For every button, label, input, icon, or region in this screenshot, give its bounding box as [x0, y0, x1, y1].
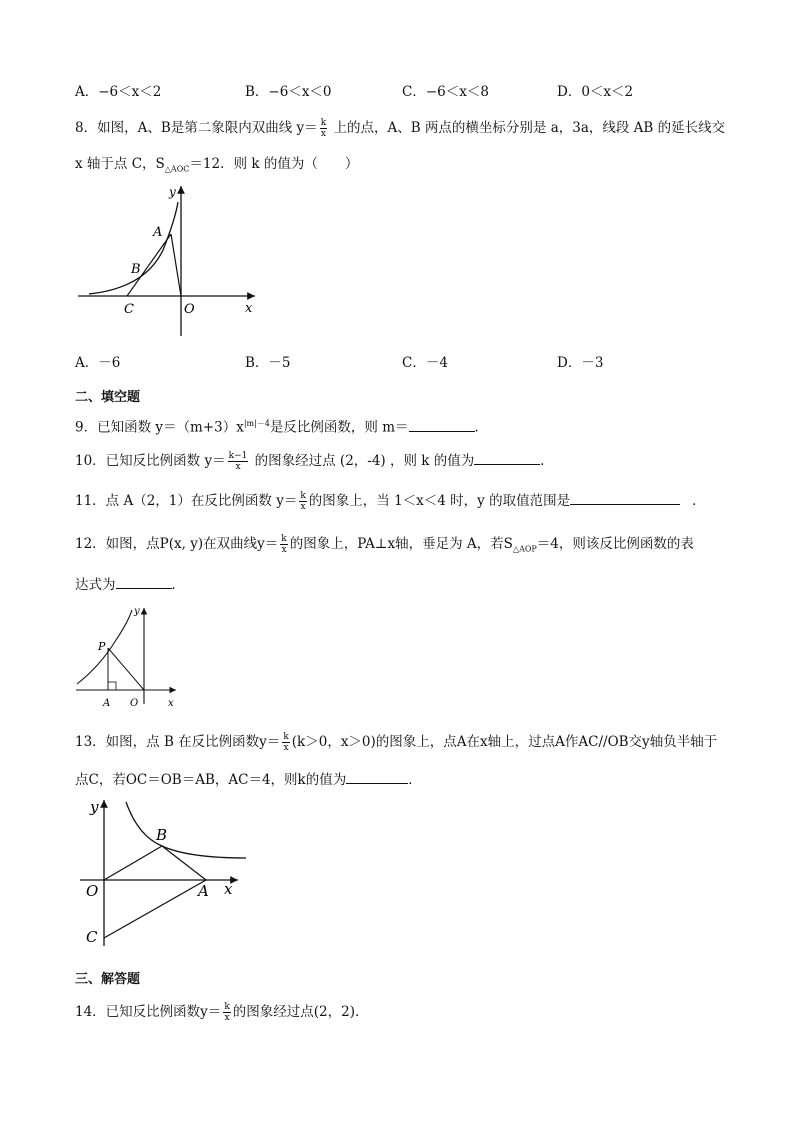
q12-figure [72, 604, 182, 710]
q10-frac-num: k−1 [228, 451, 248, 461]
q12-label-y: y [134, 606, 140, 617]
q8-option-d: D．－3 [557, 355, 604, 371]
q9-post: 是反比例函数，则 m＝ [269, 419, 409, 436]
q12-segment-PO [108, 648, 144, 690]
q8-hyperbola [89, 202, 178, 294]
q13-post: (k＞0，x＞0)的图象上，点A在x轴上，过点A作AC//OB交y轴负半轴于 [291, 734, 718, 750]
q12-answer-blank[interactable] [116, 574, 172, 589]
q12-stem-line2 [75, 574, 185, 595]
q12-frac-num: k [281, 534, 287, 544]
q8-option-c: C．－4 [402, 355, 448, 371]
q8-label-B: B [131, 262, 141, 277]
q13-frac-num: k [283, 732, 289, 742]
q11-frac-num: k [300, 491, 306, 501]
q8-segment-AO [171, 234, 181, 296]
q8-line2-post: ＝12．则 k 的值为（ ） [189, 156, 359, 172]
q8-line2-sub: △AOC [164, 164, 190, 174]
q12-label-x: x [168, 698, 174, 709]
q8-frac-num: k [320, 118, 327, 128]
q9-answer-blank[interactable] [409, 417, 475, 432]
q13-fraction [282, 732, 289, 753]
q7-option-d: D．0＜x＜2 [557, 84, 634, 100]
q13-label-C: C [86, 928, 98, 946]
q13-end: ． [408, 772, 422, 788]
q8-line2-pre: x 轴于点 C，S [75, 156, 165, 172]
q12-label-O: O [130, 698, 139, 709]
section-solution-title: 三、解答题 [75, 972, 141, 987]
q7-option-b: B．−6＜x＜0 [245, 84, 332, 100]
q7-option-a: A．−6＜x＜2 [75, 84, 162, 100]
q8-label-x: x [245, 301, 253, 316]
q12-mid: 的图象上，PA⊥x轴，垂足为 A，若S [289, 536, 513, 552]
q13-label-y: y [90, 798, 99, 816]
q9-pre: 9．已知函数 y＝（m+3）x [75, 419, 244, 436]
q13-label-O: O [86, 882, 99, 900]
q8-label-y: y [169, 185, 176, 199]
q8-stem-post: 上的点，A、B 两点的横坐标分别是 a，3a，线段 AB 的延长线交 [329, 120, 726, 136]
q12-line2: 达式为 [75, 577, 116, 593]
q14-frac-num: k [224, 1002, 230, 1012]
q13-stem-line2 [75, 769, 422, 790]
q12-label-A: A [103, 698, 111, 709]
q10-answer-blank[interactable] [474, 450, 540, 465]
q12-end: ． [171, 577, 185, 593]
q8-frac-den: x [320, 129, 326, 139]
q14-pre: 14．已知反比例函数y＝ [75, 1004, 222, 1020]
q11-pre: 11．点 A（2，1）在反比例函数 y＝ [75, 493, 298, 509]
q13-answer-blank[interactable] [346, 769, 408, 784]
q12-stem-line1 [75, 534, 694, 560]
q10-post: 的图象经过点 (2，-4) ，则 k 的值为 [250, 453, 475, 469]
q9-stem [75, 414, 488, 438]
q10-pre: 10．已知反比例函数 y＝ [75, 453, 226, 469]
q13-pre: 13．如图，点 B 在反比例函数y＝ [75, 734, 281, 750]
q7-option-c: C．−6＜x＜8 [402, 84, 489, 100]
q11-frac-den: x [300, 502, 306, 512]
q12-pre: 12．如图，点P(x, y)在双曲线y＝ [75, 536, 279, 552]
q11-stem [75, 490, 706, 512]
q8-fraction [320, 118, 327, 139]
q10-frac-den: x [235, 462, 241, 472]
q12-post: ＝4，则该反比例函数的表 [536, 536, 694, 552]
q8-figure [75, 180, 265, 340]
q12-right-angle-mark [108, 682, 116, 690]
section-fill-in-blank-title: 二、填空题 [75, 390, 141, 405]
q10-stem [75, 450, 554, 472]
q8-label-C: C [124, 302, 134, 317]
q9-end: ． [474, 419, 488, 436]
q10-fraction [228, 451, 249, 472]
q11-fraction [299, 491, 306, 512]
q11-answer-blank[interactable] [570, 490, 680, 505]
q13-line2: 点C，若OC＝OB＝AB，AC＝4，则k的值为 [75, 772, 347, 788]
q8-option-b: B．－5 [245, 355, 291, 371]
q12-label-P: P [98, 640, 106, 653]
q12-sub: △AOP [512, 544, 537, 554]
q13-label-x: x [224, 880, 233, 898]
q8-stem-line2 [75, 154, 358, 180]
q13-figure [78, 796, 248, 950]
q12-fraction [280, 534, 287, 555]
q14-post: 的图象经过点(2，2)． [232, 1004, 369, 1020]
q13-segment-OB [104, 846, 162, 880]
q8-label-A: A [153, 225, 163, 240]
q13-stem-line1 [75, 732, 717, 753]
q14-frac-den: x [224, 1013, 230, 1023]
q14-fraction [223, 1002, 230, 1023]
q8-stem-line1 [75, 118, 725, 139]
q11-end: ． [692, 493, 706, 509]
q8-label-O: O [184, 302, 195, 317]
q13-label-A: A [198, 882, 209, 900]
q13-frac-den: x [283, 743, 289, 753]
q10-end: ． [540, 453, 554, 469]
q11-post: 的图象上，当 1＜x＜4 时，y 的取值范围是 [308, 493, 571, 509]
q14-stem [75, 1002, 369, 1023]
q13-segment-AC [104, 880, 206, 938]
q12-frac-den: x [281, 545, 287, 555]
q13-label-B: B [156, 826, 168, 844]
q9-exponent: |m|－4 [243, 419, 270, 428]
q13-segment-BA [162, 846, 206, 880]
q8-option-a: A．－6 [75, 355, 121, 371]
q8-stem-pre: 8．如图，A、B是第二象限内双曲线 y＝ [75, 120, 318, 136]
q13-hyperbola [126, 802, 246, 858]
